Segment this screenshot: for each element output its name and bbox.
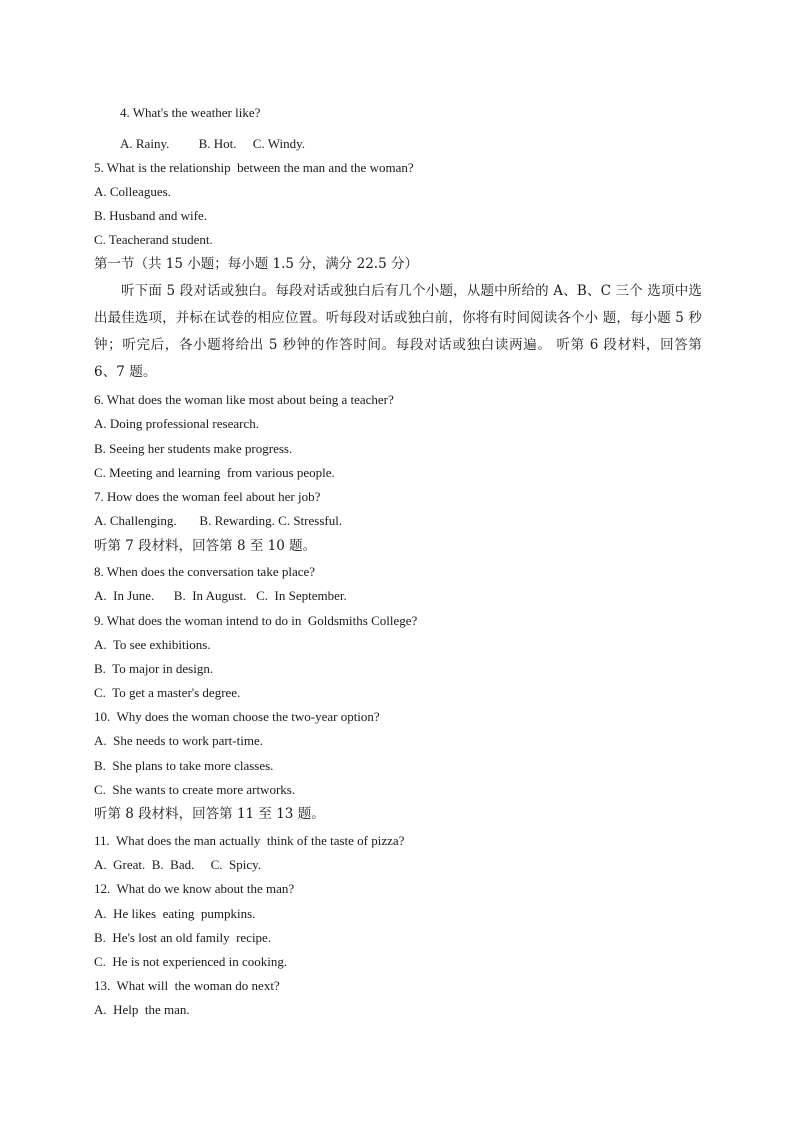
q6: 6. What does the woman like most about being a teacher? [94, 392, 394, 407]
q12-option-a: A. He likes eating pumpkins. [94, 906, 256, 921]
q12-option-c: C. He is not experienced in cooking. [94, 954, 288, 969]
q7: 7. How does the woman feel about her job? [94, 489, 321, 504]
q5-option-c: C. Teacherand student. [94, 232, 213, 247]
q9-option-a: A. To see exhibitions. [94, 637, 211, 652]
q4: 4. What's the weather like? [120, 105, 261, 120]
listen-section-7: 听第 7 段材料，回答第 8 至 10 题。 [94, 538, 317, 554]
q5: 5. What is the relationship between the man and the woman? [94, 160, 414, 175]
q13: 13. What will the woman do next? [94, 978, 280, 993]
instructions-paragraph: 听下面 5 段对话或独白。每段对话或独白后有几个小题，从题中所给的 A、B、C 三个 选项中选出最佳选项，并标在试卷的相应位置。听每段对话或独白前，你将有时间阅读各个小 题，每小题 5 秒钟；听完后，各小题将给出 5 秒钟的作答时间。每段对话或独白读两遍。 听第 6 段材料，回答第 6、7 题。 [94, 283, 702, 380]
q10: 10. Why does the woman choose the two-year option? [94, 709, 380, 724]
q12-option-b: B. He's lost an old family recipe. [94, 930, 272, 945]
q13-option-a: A. Help the man. [94, 1002, 190, 1017]
q8-options: A. In June. B. In August. C. In September. [94, 588, 347, 603]
q11: 11. What does the man actually think of the taste of pizza? [94, 833, 405, 848]
q10-option-a: A. She needs to work part-time. [94, 733, 263, 748]
q8: 8. When does the conversation take place? [94, 564, 316, 579]
q9-option-c: C. To get a master's degree. [94, 685, 241, 700]
q6-option-a: A. Doing professional research. [94, 416, 259, 431]
q6-option-b: B. Seeing her students make progress. [94, 441, 293, 456]
q4-options: A. Rainy. B. Hot. C. Windy. [120, 136, 305, 151]
q12: 12. What do we know about the man? [94, 881, 295, 896]
q7-options: A. Challenging. B. Rewarding. C. Stressful. [94, 513, 343, 528]
q9: 9. What does the woman intend to do in Goldsmiths College? [94, 613, 418, 628]
section-heading: 第一节（共 15 小题；每小题 1.5 分，满分 22.5 分） [94, 256, 418, 272]
q6-option-c: C. Meeting and learning from various people. [94, 465, 335, 480]
q11-options: A. Great. B. Bad. C. Spicy. [94, 857, 262, 872]
q9-option-b: B. To major in design. [94, 661, 214, 676]
q10-option-b: B. She plans to take more classes. [94, 758, 274, 773]
q5-option-b: B. Husband and wife. [94, 208, 208, 223]
q10-option-c: C. She wants to create more artworks. [94, 782, 296, 797]
q5-option-a: A. Colleagues. [94, 184, 171, 199]
listen-section-8: 听第 8 段材料，回答第 11 至 13 题。 [94, 806, 325, 822]
